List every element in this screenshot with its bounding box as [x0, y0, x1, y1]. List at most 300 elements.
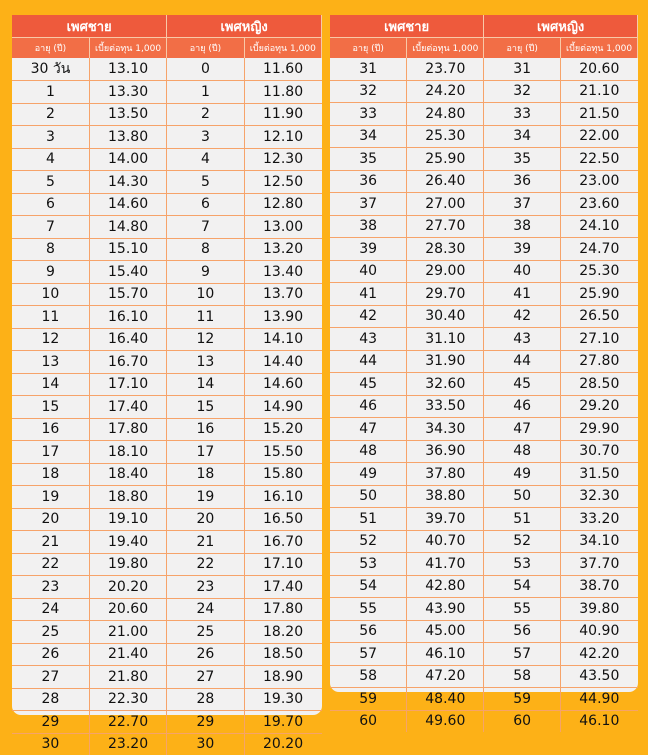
female-premium-cell: 13.40	[244, 261, 321, 284]
female-header: เพศหญิง	[484, 15, 638, 38]
male-age-cell: 59	[330, 688, 407, 711]
male-age-cell: 60	[330, 710, 407, 732]
table-row	[12, 261, 322, 284]
male-age-cell: 30 วัน	[12, 58, 89, 81]
female-age-cell: 0	[167, 58, 244, 81]
female-premium-cell: 13.20	[244, 238, 321, 261]
male-premium-cell: 13.30	[89, 81, 166, 104]
age-header: อายุ (ปี)	[167, 38, 244, 59]
female-age-cell: 57	[484, 643, 561, 666]
male-age-cell: 47	[330, 418, 407, 441]
table-row	[330, 620, 638, 643]
male-age-cell: 50	[330, 485, 407, 508]
male-age-cell: 3	[12, 126, 89, 149]
female-premium-cell: 11.80	[244, 81, 321, 104]
male-premium-cell: 19.40	[89, 531, 166, 554]
male-premium-cell: 45.00	[407, 620, 484, 643]
table-row	[330, 103, 638, 126]
table-row	[12, 193, 322, 216]
female-premium-cell: 16.70	[244, 531, 321, 554]
male-age-cell: 38	[330, 215, 407, 238]
table-row	[12, 666, 322, 689]
female-age-cell: 54	[484, 575, 561, 598]
male-age-cell: 33	[330, 103, 407, 126]
male-premium-cell: 23.70	[407, 58, 484, 80]
female-age-cell: 47	[484, 418, 561, 441]
male-age-cell: 39	[330, 238, 407, 261]
female-premium-cell: 40.90	[561, 620, 638, 643]
male-premium-cell: 46.10	[407, 643, 484, 666]
table-row	[12, 216, 322, 239]
male-premium-cell: 24.80	[407, 103, 484, 126]
female-premium-cell: 19.30	[244, 688, 321, 711]
male-age-cell: 21	[12, 531, 89, 554]
table-row	[330, 215, 638, 238]
male-age-cell: 49	[330, 463, 407, 486]
male-premium-cell: 30.40	[407, 305, 484, 328]
table-row	[330, 148, 638, 171]
male-age-cell: 10	[12, 283, 89, 306]
male-premium-cell: 16.40	[89, 328, 166, 351]
female-age-cell: 10	[167, 283, 244, 306]
female-premium-cell: 21.10	[561, 80, 638, 103]
female-age-cell: 51	[484, 508, 561, 531]
table-row	[12, 711, 322, 734]
male-premium-cell: 15.40	[89, 261, 166, 284]
female-age-cell: 26	[167, 643, 244, 666]
table-row	[330, 238, 638, 261]
table-row	[12, 373, 322, 396]
male-age-cell: 31	[330, 58, 407, 80]
table-row	[330, 350, 638, 373]
table-row	[330, 373, 638, 396]
female-premium-cell: 12.50	[244, 171, 321, 194]
premium-table-right	[330, 15, 638, 730]
table-row	[330, 283, 638, 306]
female-premium-cell: 23.60	[561, 193, 638, 216]
male-premium-cell: 15.70	[89, 283, 166, 306]
table-row	[330, 395, 638, 418]
female-premium-cell: 14.90	[244, 396, 321, 419]
female-premium-cell: 29.20	[561, 395, 638, 418]
male-age-cell: 41	[330, 283, 407, 306]
male-premium-cell: 14.60	[89, 193, 166, 216]
male-age-cell: 4	[12, 148, 89, 171]
female-premium-cell: 43.50	[561, 665, 638, 688]
female-premium-cell: 25.90	[561, 283, 638, 306]
male-premium-cell: 28.30	[407, 238, 484, 261]
male-premium-cell: 18.80	[89, 486, 166, 509]
table-row	[330, 440, 638, 463]
female-premium-cell: 38.70	[561, 575, 638, 598]
female-premium-cell: 13.90	[244, 306, 321, 329]
table-row	[12, 688, 322, 711]
male-premium-cell: 29.70	[407, 283, 484, 306]
table-row	[12, 441, 322, 464]
table-row	[12, 733, 322, 755]
male-premium-cell: 21.40	[89, 643, 166, 666]
female-premium-cell: 26.50	[561, 305, 638, 328]
female-premium-cell: 16.10	[244, 486, 321, 509]
female-age-cell: 37	[484, 193, 561, 216]
female-premium-cell: 18.50	[244, 643, 321, 666]
male-header: เพศชาย	[330, 15, 484, 38]
female-premium-cell: 18.90	[244, 666, 321, 689]
female-age-cell: 14	[167, 373, 244, 396]
male-premium-cell: 34.30	[407, 418, 484, 441]
premium-header: เบี้ยต่อทุน 1,000	[244, 38, 321, 59]
table-row	[12, 126, 322, 149]
female-age-cell: 29	[167, 711, 244, 734]
table-row	[12, 148, 322, 171]
female-age-cell: 38	[484, 215, 561, 238]
male-age-cell: 28	[12, 688, 89, 711]
female-age-cell: 23	[167, 576, 244, 599]
female-age-cell: 35	[484, 148, 561, 171]
male-age-cell: 17	[12, 441, 89, 464]
female-age-cell: 40	[484, 260, 561, 283]
table-row	[12, 576, 322, 599]
male-header: เพศชาย	[12, 15, 167, 38]
female-age-cell: 52	[484, 530, 561, 553]
female-age-cell: 49	[484, 463, 561, 486]
male-premium-cell: 23.20	[89, 733, 166, 755]
female-age-cell: 1	[167, 81, 244, 104]
female-age-cell: 42	[484, 305, 561, 328]
female-age-cell: 50	[484, 485, 561, 508]
table-row	[12, 621, 322, 644]
female-age-cell: 4	[167, 148, 244, 171]
female-age-cell: 31	[484, 58, 561, 80]
female-premium-cell: 12.80	[244, 193, 321, 216]
male-premium-cell: 17.10	[89, 373, 166, 396]
male-age-cell: 53	[330, 553, 407, 576]
female-premium-cell: 23.00	[561, 170, 638, 193]
female-age-cell: 30	[167, 733, 244, 755]
female-age-cell: 36	[484, 170, 561, 193]
premium-header: เบี้ยต่อทุน 1,000	[89, 38, 166, 59]
female-age-cell: 18	[167, 463, 244, 486]
male-premium-cell: 31.10	[407, 328, 484, 351]
age-header: อายุ (ปี)	[484, 38, 561, 59]
female-age-cell: 34	[484, 125, 561, 148]
female-age-cell: 6	[167, 193, 244, 216]
table-row	[330, 485, 638, 508]
female-age-cell: 41	[484, 283, 561, 306]
female-age-cell: 56	[484, 620, 561, 643]
female-premium-cell: 31.50	[561, 463, 638, 486]
female-premium-cell: 30.70	[561, 440, 638, 463]
male-premium-cell: 13.80	[89, 126, 166, 149]
female-premium-cell: 13.00	[244, 216, 321, 239]
female-age-cell: 11	[167, 306, 244, 329]
male-age-cell: 2	[12, 103, 89, 126]
male-age-cell: 9	[12, 261, 89, 284]
female-premium-cell: 28.50	[561, 373, 638, 396]
table-row	[12, 328, 322, 351]
male-age-cell: 8	[12, 238, 89, 261]
table-row	[330, 598, 638, 621]
male-premium-cell: 48.40	[407, 688, 484, 711]
female-age-cell: 9	[167, 261, 244, 284]
table-row	[330, 710, 638, 732]
premium-header: เบี้ยต่อทุน 1,000	[407, 38, 484, 59]
table-row	[330, 328, 638, 351]
male-premium-cell: 31.90	[407, 350, 484, 373]
table-row	[12, 598, 322, 621]
female-premium-cell: 46.10	[579, 713, 620, 730]
table-row	[12, 486, 322, 509]
female-premium-cell: 14.60	[244, 373, 321, 396]
male-premium-cell: 24.20	[407, 80, 484, 103]
male-premium-cell: 27.70	[407, 215, 484, 238]
age-header: อายุ (ปี)	[12, 38, 89, 59]
female-age-cell: 59	[484, 688, 561, 711]
female-age-cell: 55	[484, 598, 561, 621]
male-age-cell: 43	[330, 328, 407, 351]
female-premium-cell: 18.20	[244, 621, 321, 644]
female-age-cell: 46	[484, 395, 561, 418]
table-row	[330, 530, 638, 553]
female-premium-cell: 20.60	[561, 58, 638, 80]
female-age-cell: 39	[484, 238, 561, 261]
male-premium-cell: 37.80	[407, 463, 484, 486]
male-premium-cell: 13.10	[89, 58, 166, 81]
male-premium-cell: 38.80	[407, 485, 484, 508]
female-age-cell: 3	[167, 126, 244, 149]
male-age-cell: 14	[12, 373, 89, 396]
male-premium-cell: 16.10	[89, 306, 166, 329]
female-age-cell: 5	[167, 171, 244, 194]
female-premium-cell: 15.50	[244, 441, 321, 464]
female-premium-cell: 17.40	[244, 576, 321, 599]
female-premium-cell: 16.50	[244, 508, 321, 531]
male-premium-cell: 42.80	[407, 575, 484, 598]
table-row	[12, 508, 322, 531]
female-premium-cell: 27.80	[561, 350, 638, 373]
female-age-cell: 27	[167, 666, 244, 689]
male-premium-cell: 29.00	[407, 260, 484, 283]
male-premium-cell: 20.20	[89, 576, 166, 599]
female-premium-cell: 14.10	[244, 328, 321, 351]
female-premium-cell: 13.70	[244, 283, 321, 306]
male-age-cell: 45	[330, 373, 407, 396]
table-right	[330, 15, 638, 732]
male-premium-cell: 49.60	[407, 710, 484, 732]
female-premium-cell: 25.30	[561, 260, 638, 283]
female-age-cell: 58	[484, 665, 561, 688]
table-row	[12, 306, 322, 329]
table-row	[330, 125, 638, 148]
table-row	[12, 351, 322, 374]
male-premium-cell: 25.90	[407, 148, 484, 171]
age-header: อายุ (ปี)	[330, 38, 407, 59]
female-premium-cell: 24.10	[561, 215, 638, 238]
male-age-cell: 13	[12, 351, 89, 374]
female-premium-cell: 15.80	[244, 463, 321, 486]
female-premium-cell: 15.20	[244, 418, 321, 441]
male-age-cell: 37	[330, 193, 407, 216]
male-age-cell: 32	[330, 80, 407, 103]
male-premium-cell: 21.00	[89, 621, 166, 644]
male-age-cell: 29	[12, 711, 89, 734]
male-premium-cell: 39.70	[407, 508, 484, 531]
male-age-cell: 6	[12, 193, 89, 216]
female-premium-cell: 12.30	[244, 148, 321, 171]
male-premium-cell: 41.70	[407, 553, 484, 576]
male-premium-cell: 43.90	[407, 598, 484, 621]
female-age-cell: 22	[167, 553, 244, 576]
table-row	[330, 418, 638, 441]
male-premium-cell: 19.80	[89, 553, 166, 576]
female-age-cell: 15	[167, 396, 244, 419]
male-age-cell: 58	[330, 665, 407, 688]
table-row	[330, 665, 638, 688]
female-premium-cell: 29.90	[561, 418, 638, 441]
male-premium-cell: 33.50	[407, 395, 484, 418]
female-header: เพศหญิง	[167, 15, 322, 38]
male-premium-cell: 27.00	[407, 193, 484, 216]
table-row	[12, 531, 322, 554]
male-age-cell: 54	[330, 575, 407, 598]
female-age-cell: 7	[167, 216, 244, 239]
male-premium-cell: 22.70	[89, 711, 166, 734]
female-age-cell: 43	[484, 328, 561, 351]
table-row	[330, 305, 638, 328]
female-age-cell: 25	[167, 621, 244, 644]
female-premium-cell: 12.10	[244, 126, 321, 149]
female-age-cell: 48	[484, 440, 561, 463]
table-row	[12, 283, 322, 306]
female-premium-cell: 24.70	[561, 238, 638, 261]
table-row	[330, 643, 638, 666]
male-premium-cell: 18.40	[89, 463, 166, 486]
male-premium-cell: 16.70	[89, 351, 166, 374]
male-premium-cell: 25.30	[407, 125, 484, 148]
male-age-cell: 25	[12, 621, 89, 644]
table-row	[12, 418, 322, 441]
female-age-cell: 13	[167, 351, 244, 374]
male-age-cell: 46	[330, 395, 407, 418]
female-age-cell: 16	[167, 418, 244, 441]
female-premium-cell: 34.10	[561, 530, 638, 553]
table-row	[330, 688, 638, 711]
table-row	[330, 463, 638, 486]
female-age-cell: 19	[167, 486, 244, 509]
female-age-cell: 28	[167, 688, 244, 711]
female-premium-cell: 22.00	[561, 125, 638, 148]
female-age-cell: 21	[167, 531, 244, 554]
male-age-cell: 5	[12, 171, 89, 194]
table-row	[12, 103, 322, 126]
table-row	[12, 463, 322, 486]
female-age-cell: 45	[484, 373, 561, 396]
male-age-cell: 15	[12, 396, 89, 419]
male-age-cell: 12	[12, 328, 89, 351]
table-row	[330, 80, 638, 103]
male-premium-cell: 15.10	[89, 238, 166, 261]
male-premium-cell: 32.60	[407, 373, 484, 396]
table-row	[330, 170, 638, 193]
female-age-cell: 24	[167, 598, 244, 621]
female-premium-cell: 11.60	[244, 58, 321, 81]
male-age-cell: 20	[12, 508, 89, 531]
female-age-cell: 53	[484, 553, 561, 576]
female-premium-cell: 21.50	[561, 103, 638, 126]
table-row	[330, 508, 638, 531]
male-age-cell: 34	[330, 125, 407, 148]
male-premium-cell: 47.20	[407, 665, 484, 688]
table-row	[12, 238, 322, 261]
male-age-cell: 16	[12, 418, 89, 441]
table-row	[12, 171, 322, 194]
male-age-cell: 30	[12, 733, 89, 755]
female-premium-cell: 11.90	[244, 103, 321, 126]
male-age-cell: 27	[12, 666, 89, 689]
male-age-cell: 11	[12, 306, 89, 329]
female-age-cell: 44	[484, 350, 561, 373]
male-age-cell: 19	[12, 486, 89, 509]
male-premium-cell: 17.40	[89, 396, 166, 419]
male-age-cell: 52	[330, 530, 407, 553]
female-premium-cell: 27.10	[561, 328, 638, 351]
female-age-cell: 60	[484, 710, 561, 732]
male-premium-cell: 14.30	[89, 171, 166, 194]
male-premium-cell: 20.60	[89, 598, 166, 621]
female-age-cell: 12	[167, 328, 244, 351]
male-premium-cell: 21.80	[89, 666, 166, 689]
table-row	[330, 58, 638, 80]
table-row	[330, 193, 638, 216]
female-premium-cell: 17.10	[244, 553, 321, 576]
table-left	[12, 15, 322, 755]
female-premium-cell: 20.20	[263, 736, 304, 753]
female-age-cell: 32	[484, 80, 561, 103]
male-premium-cell: 40.70	[407, 530, 484, 553]
female-age-cell: 20	[167, 508, 244, 531]
table-row	[12, 643, 322, 666]
male-age-cell: 18	[12, 463, 89, 486]
table-row	[12, 553, 322, 576]
table-row	[12, 58, 322, 81]
male-premium-cell: 13.50	[89, 103, 166, 126]
female-premium-cell: 22.50	[561, 148, 638, 171]
male-age-cell: 24	[12, 598, 89, 621]
female-premium-cell: 32.30	[561, 485, 638, 508]
premium-table-left	[12, 15, 322, 753]
male-age-cell: 44	[330, 350, 407, 373]
male-age-cell: 35	[330, 148, 407, 171]
male-age-cell: 56	[330, 620, 407, 643]
female-premium-cell: 33.20	[561, 508, 638, 531]
table-row	[330, 575, 638, 598]
male-premium-cell: 18.10	[89, 441, 166, 464]
male-premium-cell: 17.80	[89, 418, 166, 441]
female-age-cell: 33	[484, 103, 561, 126]
female-age-cell: 17	[167, 441, 244, 464]
female-premium-cell: 42.20	[561, 643, 638, 666]
male-age-cell: 22	[12, 553, 89, 576]
female-age-cell: 8	[167, 238, 244, 261]
premium-header: เบี้ยต่อทุน 1,000	[561, 38, 638, 59]
male-age-cell: 40	[330, 260, 407, 283]
male-premium-cell: 36.90	[407, 440, 484, 463]
female-age-cell: 2	[167, 103, 244, 126]
female-premium-cell: 17.80	[244, 598, 321, 621]
male-age-cell: 57	[330, 643, 407, 666]
male-age-cell: 42	[330, 305, 407, 328]
male-age-cell: 48	[330, 440, 407, 463]
